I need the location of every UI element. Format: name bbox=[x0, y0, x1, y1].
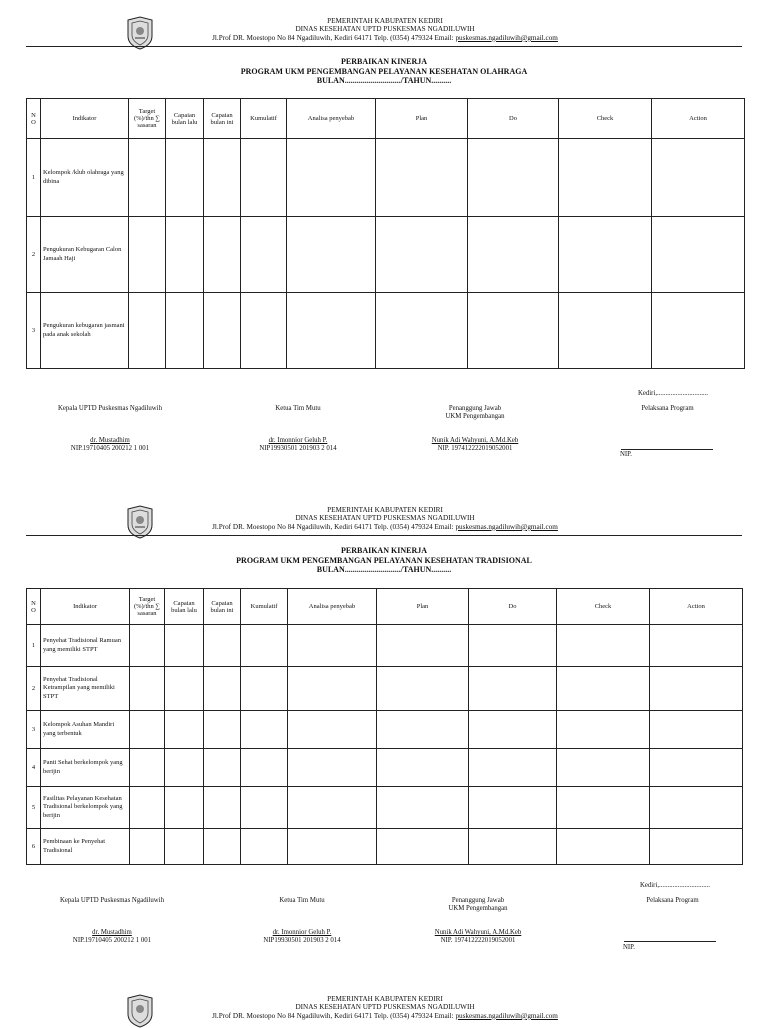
header-plan: Plan bbox=[376, 99, 468, 139]
empty-cell[interactable] bbox=[241, 749, 288, 787]
empty-cell[interactable] bbox=[650, 749, 743, 787]
empty-cell[interactable] bbox=[130, 749, 165, 787]
letterhead-agency: DINAS KESEHATAN UPTD PUSKESMAS NGADILUWIH bbox=[295, 25, 475, 34]
header-do: Do bbox=[468, 99, 559, 139]
empty-cell[interactable] bbox=[288, 625, 377, 667]
header-capaian-lalu: Capaian bulan lalu bbox=[166, 99, 204, 139]
empty-cell[interactable] bbox=[241, 293, 287, 369]
header-check: Check bbox=[557, 589, 650, 625]
empty-cell[interactable] bbox=[650, 667, 743, 711]
header-target: Target (%)/thn ∑ sasaran bbox=[129, 99, 166, 139]
empty-cell[interactable] bbox=[241, 787, 288, 829]
empty-cell[interactable] bbox=[650, 711, 743, 749]
empty-cell[interactable] bbox=[288, 711, 377, 749]
section-title: PERBAIKAN KINERJA PROGRAM UKM PENGEMBANGAN PELAYANAN KESEHATAN TRADISIONAL BULAN............................/TAHUN.......... bbox=[236, 546, 532, 574]
empty-cell[interactable] bbox=[468, 293, 559, 369]
table-row bbox=[27, 293, 745, 369]
header-do: Do bbox=[469, 589, 557, 625]
header-no: N O bbox=[27, 589, 41, 625]
empty-cell[interactable] bbox=[377, 711, 469, 749]
empty-cell[interactable] bbox=[288, 749, 377, 787]
regency-crest-icon bbox=[126, 505, 154, 539]
empty-cell[interactable] bbox=[204, 711, 241, 749]
letterhead-gov: PEMERINTAH KABUPATEN KEDIRI bbox=[327, 995, 443, 1003]
empty-cell[interactable] bbox=[557, 787, 650, 829]
letterhead-gov: PEMERINTAH KABUPATEN KEDIRI bbox=[327, 17, 443, 25]
empty-cell[interactable] bbox=[129, 217, 166, 293]
empty-cell[interactable] bbox=[241, 667, 288, 711]
empty-cell[interactable] bbox=[652, 217, 745, 293]
empty-cell[interactable] bbox=[469, 625, 557, 667]
signature-line bbox=[624, 941, 716, 942]
table-header bbox=[27, 589, 743, 625]
letterhead-address: Jl.Prof DR. Moestopo No 84 Ngadiluwih, Kediri 64171 Telp. (0354) 479324 Email: puskesmas.ngadiluwih@gmail.com bbox=[212, 1011, 558, 1020]
empty-cell[interactable] bbox=[165, 787, 204, 829]
table-row bbox=[27, 625, 743, 667]
letterhead-agency: DINAS KESEHATAN UPTD PUSKESMAS NGADILUWIH bbox=[295, 514, 475, 523]
row-number: 3 bbox=[27, 293, 41, 369]
empty-cell[interactable] bbox=[288, 829, 377, 865]
empty-cell[interactable] bbox=[469, 749, 557, 787]
empty-cell[interactable] bbox=[469, 711, 557, 749]
empty-cell[interactable] bbox=[376, 139, 468, 217]
empty-cell[interactable] bbox=[559, 293, 652, 369]
pelaksana-signature: Pelaksana Program bbox=[646, 897, 699, 904]
table-row bbox=[27, 139, 745, 217]
empty-cell[interactable] bbox=[204, 217, 241, 293]
header-check: Check bbox=[559, 99, 652, 139]
empty-cell[interactable] bbox=[469, 667, 557, 711]
table-row bbox=[27, 711, 743, 749]
letterhead-address: Jl.Prof DR. Moestopo No 84 Ngadiluwih, Kediri 64171 Telp. (0354) 479324 Email: puskesmas.ngadiluwih@gmail.com bbox=[212, 522, 558, 531]
row-number: 2 bbox=[27, 217, 41, 293]
header-kumulatif: Kumulatif bbox=[241, 589, 288, 625]
empty-cell[interactable] bbox=[130, 625, 165, 667]
row-number: 1 bbox=[27, 139, 41, 217]
pelaksana-nip: NIP. bbox=[623, 944, 635, 951]
empty-cell[interactable] bbox=[377, 787, 469, 829]
pelaksana-nip: NIP. bbox=[620, 451, 632, 458]
empty-cell[interactable] bbox=[166, 139, 204, 217]
table-row bbox=[27, 749, 743, 787]
ketua-signature: Ketua Tim Mutu dr. Imonnior Geluh P. NIP19930501 201903 2 014 bbox=[259, 405, 337, 452]
row-indikator: Kelompok /klub olahraga yang dibina bbox=[41, 139, 129, 217]
empty-cell[interactable] bbox=[204, 625, 241, 667]
empty-cell[interactable] bbox=[241, 711, 288, 749]
header-target: Target (%)/thn ∑ sasaran bbox=[130, 589, 165, 625]
empty-cell[interactable] bbox=[557, 711, 650, 749]
email-link[interactable]: puskesmas.ngadiluwih@gmail.com bbox=[455, 33, 558, 42]
row-number: 1 bbox=[27, 625, 41, 667]
date-line: Kediri,.............................. bbox=[639, 882, 711, 889]
empty-cell[interactable] bbox=[129, 139, 166, 217]
header-capaian-ini: Capaian bulan ini bbox=[204, 589, 241, 625]
empty-cell[interactable] bbox=[204, 667, 241, 711]
header-analisa: Analisa penyebab bbox=[287, 99, 376, 139]
empty-cell[interactable] bbox=[469, 787, 557, 829]
empty-cell[interactable] bbox=[377, 829, 469, 865]
empty-cell[interactable] bbox=[130, 667, 165, 711]
empty-cell[interactable] bbox=[165, 711, 204, 749]
row-indikator: Pengukuran Kebugaran Calon Jamaah Haji bbox=[41, 217, 129, 293]
empty-cell[interactable] bbox=[469, 829, 557, 865]
row-indikator: Penyehat Tradisional Ramuan yang memiliki STPT bbox=[41, 625, 130, 667]
header-action: Action bbox=[652, 99, 745, 139]
empty-cell[interactable] bbox=[287, 217, 376, 293]
regency-crest-icon bbox=[126, 16, 154, 50]
empty-cell[interactable] bbox=[241, 829, 288, 865]
email-link[interactable]: puskesmas.ngadiluwih@gmail.com bbox=[455, 1011, 558, 1020]
row-indikator: Pengukuran kebugaran jasmani pada anak sekolah bbox=[41, 293, 129, 369]
empty-cell[interactable] bbox=[287, 293, 376, 369]
signature-line bbox=[621, 449, 713, 450]
performance-table bbox=[26, 588, 743, 865]
empty-cell[interactable] bbox=[165, 667, 204, 711]
header-action: Action bbox=[650, 589, 743, 625]
row-indikator: Fasilitas Pelayanan Kesehatan Tradisional berkelompok yang berijin bbox=[41, 787, 130, 829]
empty-cell[interactable] bbox=[557, 667, 650, 711]
empty-cell[interactable] bbox=[287, 139, 376, 217]
empty-cell[interactable] bbox=[241, 625, 288, 667]
empty-cell[interactable] bbox=[376, 217, 468, 293]
header-plan: Plan bbox=[377, 589, 469, 625]
empty-cell[interactable] bbox=[204, 787, 241, 829]
date-line: Kediri,.............................. bbox=[637, 390, 709, 397]
empty-cell[interactable] bbox=[559, 139, 652, 217]
empty-cell[interactable] bbox=[241, 217, 287, 293]
section-title: PERBAIKAN KINERJA PROGRAM UKM PENGEMBANGAN PELAYANAN KESEHATAN OLAHRAGA BULAN............................/TAHUN.......... bbox=[240, 57, 528, 85]
letterhead-address: Jl.Prof DR. Moestopo No 84 Ngadiluwih, Kediri 64171 Telp. (0354) 479324 Email: puskesmas.ngadiluwih@gmail.com bbox=[212, 33, 558, 42]
regency-crest-icon bbox=[126, 994, 154, 1028]
empty-cell[interactable] bbox=[288, 667, 377, 711]
empty-cell[interactable] bbox=[130, 711, 165, 749]
empty-cell[interactable] bbox=[165, 625, 204, 667]
empty-cell[interactable] bbox=[204, 293, 241, 369]
empty-cell[interactable] bbox=[129, 293, 166, 369]
row-number: 4 bbox=[27, 749, 41, 787]
pelaksana-signature: Pelaksana Program bbox=[641, 405, 694, 412]
row-number: 6 bbox=[27, 829, 41, 865]
empty-cell[interactable] bbox=[650, 787, 743, 829]
empty-cell[interactable] bbox=[376, 293, 468, 369]
row-number: 2 bbox=[27, 667, 41, 711]
empty-cell[interactable] bbox=[468, 139, 559, 217]
empty-cell[interactable] bbox=[650, 829, 743, 865]
empty-cell[interactable] bbox=[652, 293, 745, 369]
table-header bbox=[27, 99, 745, 139]
empty-cell[interactable] bbox=[130, 829, 165, 865]
empty-cell[interactable] bbox=[557, 625, 650, 667]
row-number: 3 bbox=[27, 711, 41, 749]
header-capaian-lalu: Capaian bulan lalu bbox=[165, 589, 204, 625]
empty-cell[interactable] bbox=[288, 787, 377, 829]
row-number: 5 bbox=[27, 787, 41, 829]
empty-cell[interactable] bbox=[650, 625, 743, 667]
pj-signature: Penanggung Jawab UKM Pengembangan Nunik Adi Wahyuni, A.Md.Keb NIP. 197412222019052001 bbox=[434, 897, 522, 944]
letterhead-agency: DINAS KESEHATAN UPTD PUSKESMAS NGADILUWIH bbox=[295, 1003, 475, 1012]
empty-cell[interactable] bbox=[166, 217, 204, 293]
empty-cell[interactable] bbox=[557, 749, 650, 787]
empty-cell[interactable] bbox=[377, 625, 469, 667]
empty-cell[interactable] bbox=[165, 749, 204, 787]
header-indikator: Indikator bbox=[41, 99, 129, 139]
empty-cell[interactable] bbox=[130, 787, 165, 829]
row-indikator: Pembinaan ke Penyehat Tradisional bbox=[41, 829, 130, 865]
empty-cell[interactable] bbox=[557, 829, 650, 865]
header-rule bbox=[26, 46, 742, 47]
empty-cell[interactable] bbox=[377, 667, 469, 711]
empty-cell[interactable] bbox=[204, 749, 241, 787]
empty-cell[interactable] bbox=[241, 139, 287, 217]
letterhead-gov: PEMERINTAH KABUPATEN KEDIRI bbox=[327, 506, 443, 514]
performance-table bbox=[26, 98, 745, 369]
empty-cell[interactable] bbox=[377, 749, 469, 787]
row-indikator: Penyehat Tradisional Ketrampilan yang memiliki STPT bbox=[41, 667, 130, 711]
header-indikator: Indikator bbox=[41, 589, 130, 625]
empty-cell[interactable] bbox=[204, 139, 241, 217]
header-kumulatif: Kumulatif bbox=[241, 99, 287, 139]
empty-cell[interactable] bbox=[165, 829, 204, 865]
empty-cell[interactable] bbox=[166, 293, 204, 369]
kepala-signature: Kepala UPTD Puskesmas Ngadiluwih dr. Mustadhim NIP.19710405 200212 1 001 bbox=[59, 897, 165, 944]
empty-cell[interactable] bbox=[468, 217, 559, 293]
empty-cell[interactable] bbox=[559, 217, 652, 293]
row-indikator: Panti Sehat berkelompok yang berijin bbox=[41, 749, 130, 787]
row-indikator: Kelompok Asuhan Mandiri yang terbentuk bbox=[41, 711, 130, 749]
table-row bbox=[27, 667, 743, 711]
empty-cell[interactable] bbox=[204, 829, 241, 865]
kepala-signature: Kepala UPTD Puskesmas Ngadiluwih dr. Mustadhim NIP.19710405 200212 1 001 bbox=[57, 405, 163, 452]
header-capaian-ini: Capaian bulan ini bbox=[204, 99, 241, 139]
header-rule bbox=[26, 535, 742, 536]
email-link[interactable]: puskesmas.ngadiluwih@gmail.com bbox=[455, 522, 558, 531]
header-no: N O bbox=[27, 99, 41, 139]
empty-cell[interactable] bbox=[652, 139, 745, 217]
ketua-signature: Ketua Tim Mutu dr. Imonnior Geluh P. NIP19930501 201903 2 014 bbox=[263, 897, 341, 944]
header-analisa: Analisa penyebab bbox=[288, 589, 377, 625]
table-row bbox=[27, 217, 745, 293]
pj-signature: Penanggung Jawab UKM Pengembangan Nunik Adi Wahyuni, A.Md.Keb NIP. 197412222019052001 bbox=[431, 405, 519, 452]
table-row bbox=[27, 787, 743, 829]
table-row bbox=[27, 829, 743, 865]
